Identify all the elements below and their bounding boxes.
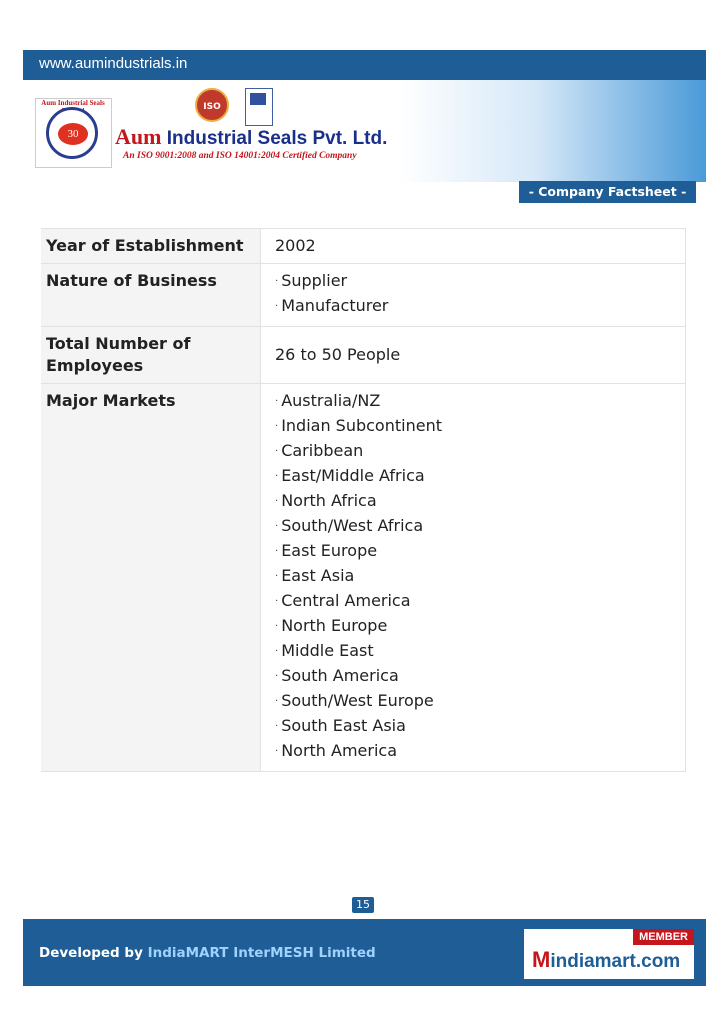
table-row xyxy=(41,384,686,772)
list-item-label: North Africa xyxy=(281,491,377,510)
nature-label: Nature of Business xyxy=(41,264,261,327)
certification-badge-icon xyxy=(245,88,273,126)
list-item xyxy=(275,615,675,640)
list-item-label: South/West Africa xyxy=(281,516,424,535)
bullet-icon: · xyxy=(275,546,279,557)
list-item-label: Manufacturer xyxy=(281,296,389,315)
company-name-rest: Industrial Seals Pvt. Ltd. xyxy=(161,128,388,149)
list-item-label: East Europe xyxy=(281,541,378,560)
list-item xyxy=(275,590,675,615)
bullet-icon: · xyxy=(275,421,279,432)
bullet-icon: · xyxy=(275,446,279,457)
section-tab: - Company Factsheet - xyxy=(519,181,696,203)
list-item-label: Caribbean xyxy=(281,441,364,460)
logo-om-icon: 30 xyxy=(58,123,88,145)
footer-bar xyxy=(23,919,706,986)
bullet-icon: · xyxy=(275,721,279,732)
site-url[interactable]: www.aumindustrials.in xyxy=(39,55,188,72)
bullet-icon: · xyxy=(275,471,279,482)
bullet-icon: · xyxy=(275,696,279,707)
list-item xyxy=(275,540,675,565)
list-item-label: Central America xyxy=(281,591,411,610)
employees-label: Total Number of Employees xyxy=(41,327,261,384)
bullet-icon: · xyxy=(275,496,279,507)
company-name-prefix: Aum xyxy=(115,124,162,149)
factsheet-page xyxy=(23,50,706,986)
table-row xyxy=(41,229,686,264)
list-item-label: South/West Europe xyxy=(281,691,434,710)
indiamart-m-icon: M xyxy=(532,947,551,972)
list-item-label: Middle East xyxy=(281,641,374,660)
table-row xyxy=(41,264,686,327)
list-item-label: South East Asia xyxy=(281,716,406,735)
company-logo xyxy=(35,98,112,168)
list-item xyxy=(275,415,675,440)
employees-value: 26 to 50 People xyxy=(261,327,686,384)
facts-table xyxy=(41,228,686,772)
iso-badge-icon: ISO xyxy=(195,88,229,122)
list-item-label: Australia/NZ xyxy=(281,391,381,410)
list-item xyxy=(275,565,675,590)
indiamart-member-logo[interactable] xyxy=(524,929,694,979)
bullet-icon: · xyxy=(275,571,279,582)
markets-list xyxy=(261,384,686,772)
list-item xyxy=(275,715,675,740)
bullet-icon: · xyxy=(275,521,279,532)
iso-tagline: An ISO 9001:2008 and ISO 14001:2004 Certified Company xyxy=(123,151,357,161)
markets-label: Major Markets xyxy=(41,384,261,772)
bullet-icon: · xyxy=(275,596,279,607)
list-item xyxy=(275,515,675,540)
developed-by-text: Developed by xyxy=(39,945,148,961)
list-item xyxy=(275,270,675,295)
bullet-icon: · xyxy=(275,746,279,757)
list-item xyxy=(275,390,675,415)
list-item xyxy=(275,490,675,515)
list-item xyxy=(275,640,675,665)
bullet-icon: · xyxy=(275,301,279,312)
indiamart-logo xyxy=(532,947,680,973)
nature-list xyxy=(261,264,686,327)
developer-link[interactable]: IndiaMART InterMESH Limited xyxy=(147,945,376,961)
company-name xyxy=(115,124,387,150)
list-item xyxy=(275,690,675,715)
logo-arc-text: Aum Industrial Seals xyxy=(41,99,105,107)
list-item-label: North Europe xyxy=(281,616,388,635)
year-value: 2002 xyxy=(261,229,686,264)
list-item-label: South America xyxy=(281,666,399,685)
bullet-icon: · xyxy=(275,671,279,682)
list-item-label: North America xyxy=(281,741,398,760)
page-number: 15 xyxy=(352,897,374,913)
list-item-label: Supplier xyxy=(281,271,348,290)
list-item xyxy=(275,440,675,465)
indiamart-logo-text: indiamart.com xyxy=(550,951,681,972)
member-badge: MEMBER xyxy=(633,929,694,945)
year-label: Year of Establishment xyxy=(41,229,261,264)
list-item xyxy=(275,295,675,320)
bullet-icon: · xyxy=(275,396,279,407)
list-item-label: East/Middle Africa xyxy=(281,466,425,485)
list-item xyxy=(275,665,675,690)
top-bar xyxy=(23,50,706,80)
list-item-label: Indian Subcontinent xyxy=(281,416,442,435)
list-item xyxy=(275,465,675,490)
list-item-label: East Asia xyxy=(281,566,355,585)
table-row xyxy=(41,327,686,384)
bullet-icon: · xyxy=(275,646,279,657)
footer-credit xyxy=(39,945,376,961)
bullet-icon: · xyxy=(275,621,279,632)
company-header xyxy=(23,80,706,182)
bullet-icon: · xyxy=(275,276,279,287)
list-item xyxy=(275,740,675,765)
